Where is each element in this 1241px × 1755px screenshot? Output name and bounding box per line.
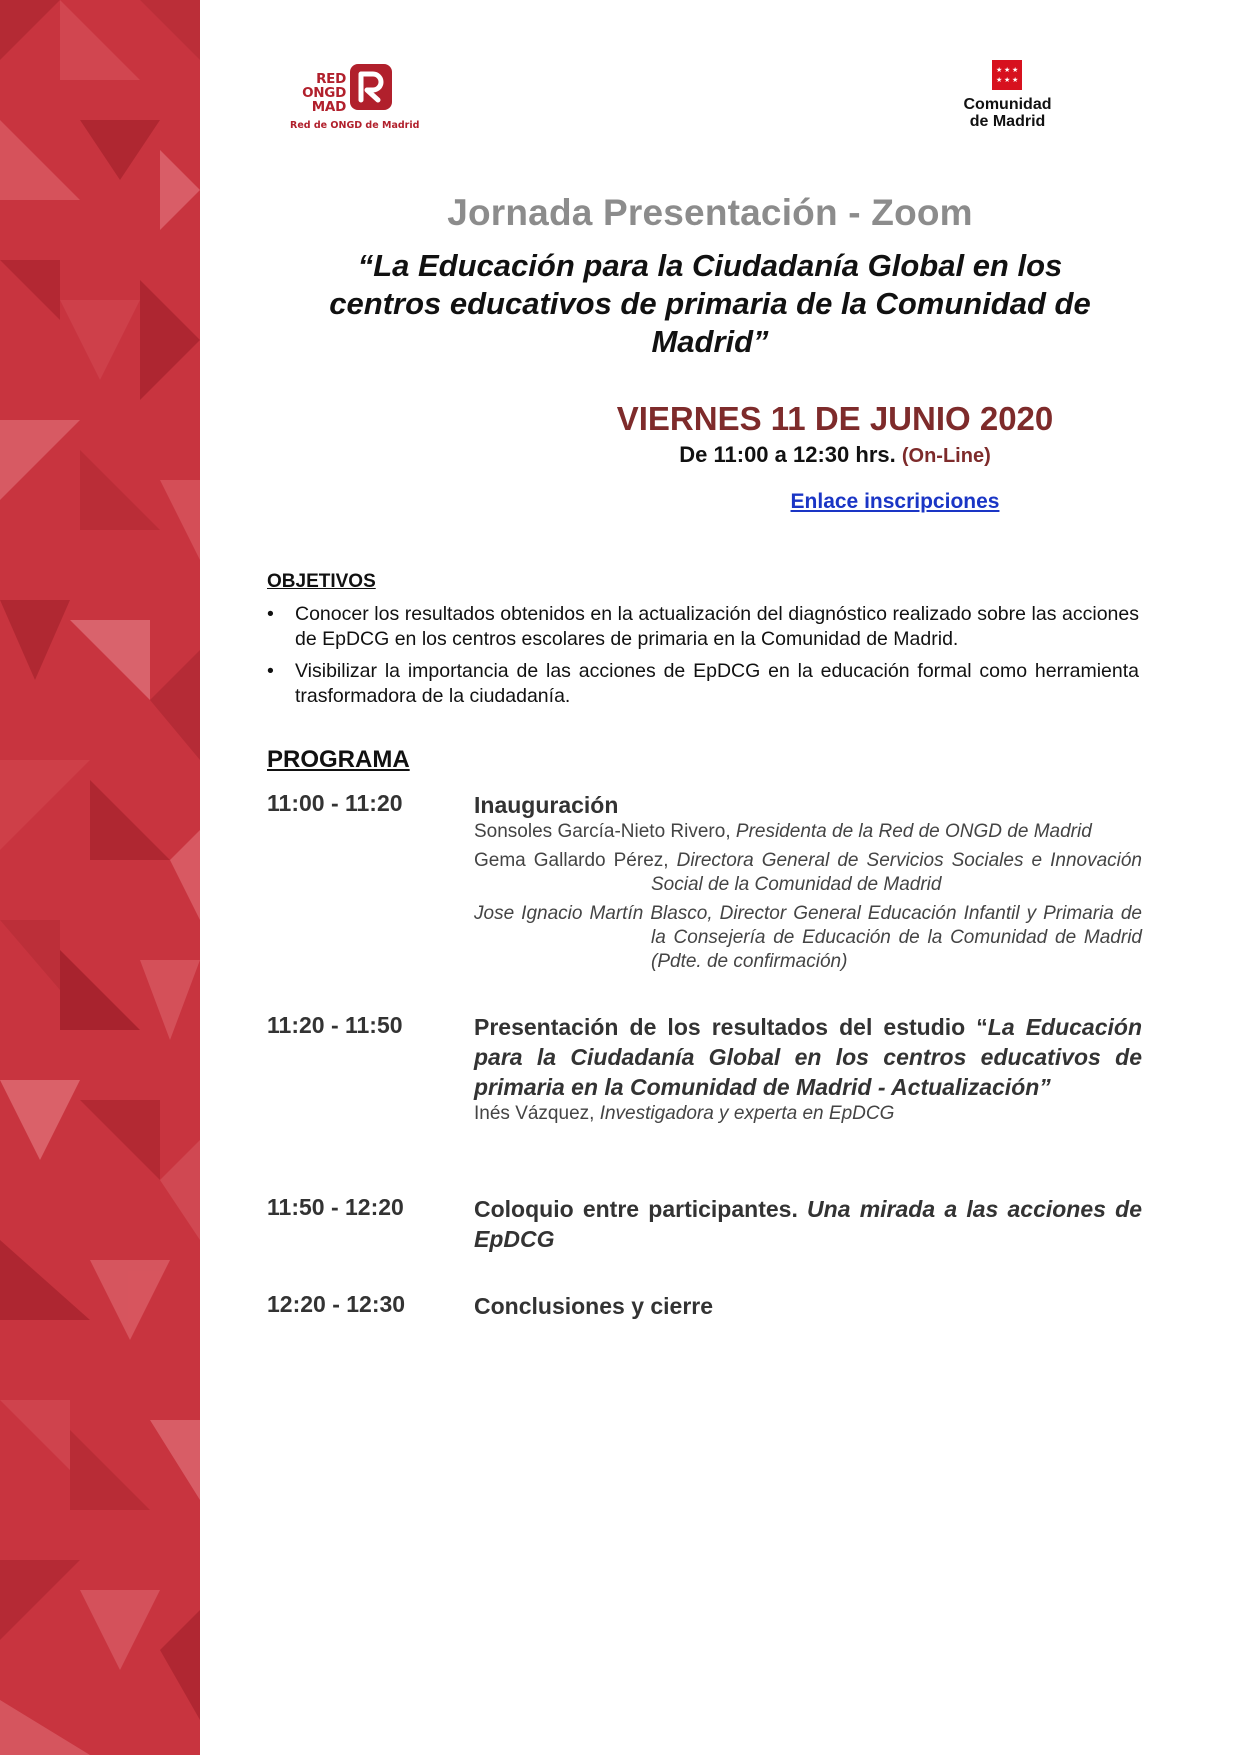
logo-line-red: RED: [316, 71, 346, 87]
cm-logo-line1: Comunidad: [963, 96, 1052, 113]
speaker: [474, 902, 1142, 974]
program-title-emphasis: La Educación para la Ciudadanía Global en los centros educativos de primaria en la Comunidad de Madrid - Actualización”: [474, 1014, 1142, 1100]
program-title: [474, 1194, 1142, 1254]
svg-text:★: ★: [1012, 66, 1019, 74]
objetivos-heading: OBJETIVOS: [267, 571, 376, 592]
speaker-role: Investigadora y experta en EpDCG: [599, 1103, 895, 1124]
event-time-range: De 11:00 a 12:30 hrs.: [679, 442, 896, 467]
program-title-emphasis: Una mirada a las acciones de EpDCG: [474, 1196, 1142, 1252]
comunidad-madrid-name: [940, 96, 1075, 130]
speaker-role: Jose Ignacio Martín Blasco, Director General Educación Infantil y Primaria de la Consejería de Educación de la Comunidad de Madrid (Pdte. de confirmación): [474, 903, 1142, 972]
objetivos-list: [267, 602, 1139, 716]
speaker: [474, 1102, 1142, 1126]
program-time: 12:20 - 12:30: [267, 1291, 406, 1317]
program-body: [474, 1194, 1142, 1254]
event-title-line3: Madrid”: [651, 324, 769, 359]
event-title-line2: centros educativos de primaria de la Comunidad de: [329, 286, 1091, 321]
event-mode: (On-Line): [901, 445, 991, 467]
red-ongd-logo: [288, 62, 420, 138]
program-title: [474, 1012, 1142, 1102]
bullet-icon: •: [267, 603, 274, 625]
list-item: [267, 659, 1139, 709]
programa-heading: PROGRAMA: [267, 746, 410, 773]
logo-line-ongd: ONGD: [302, 85, 346, 101]
svg-text:★: ★: [1012, 76, 1019, 84]
program-title: Conclusiones y cierre: [474, 1293, 714, 1319]
event-subtitle: Jornada Presentación - Zoom: [447, 192, 973, 233]
red-ongd-r-mark-icon: [350, 64, 392, 110]
speaker-name: Gema Gallardo Pérez,: [474, 850, 677, 871]
red-ongd-logo-caption: Red de ONGD de Madrid: [290, 120, 420, 131]
program-time: 11:00 - 11:20: [267, 790, 403, 816]
svg-text:★: ★: [996, 76, 1003, 84]
speaker-name: Sonsoles García-Nieto Rivero,: [474, 821, 736, 842]
program-body: [474, 1012, 1142, 1126]
program-title-text: Coloquio entre participantes.: [474, 1196, 808, 1222]
svg-text:★: ★: [996, 66, 1003, 74]
list-item: [267, 602, 1139, 652]
speaker-name: Inés Vázquez,: [474, 1103, 600, 1124]
madrid-flag-stars-icon: [992, 60, 1022, 90]
cm-logo-line2: de Madrid: [969, 113, 1046, 130]
svg-text:★: ★: [1004, 66, 1011, 74]
speaker-role: Presidenta de la Red de ONGD de Madrid: [735, 821, 1092, 842]
event-date: VIERNES 11 DE JUNIO 2020: [616, 400, 1054, 437]
speaker: [474, 820, 1142, 844]
bullet-icon: •: [267, 660, 274, 682]
red-ongd-logo-text: [288, 72, 346, 114]
speaker-role: Directora General de Servicios Sociales e Innovación Social de la Comunidad de Madrid: [651, 850, 1142, 895]
program-title: Inauguración: [474, 792, 619, 818]
program-body: [474, 790, 1142, 974]
event-time: [560, 442, 1110, 468]
event-title-line1: “La Educación para la Ciudadanía Global en los: [357, 248, 1063, 283]
objetivo-text: Conocer los resultados obtenidos en la actualización del diagnóstico realizado sobre las acciones de EpDCG en los centros escolares de primaria en la Comunidad de Madrid.: [295, 603, 1139, 650]
event-title: [260, 247, 1160, 361]
speaker: [474, 849, 1142, 897]
logo-line-mad: MAD: [311, 99, 346, 115]
program-title-text: Presentación de los resultados del estudio “: [474, 1014, 988, 1040]
svg-text:★: ★: [1004, 76, 1011, 84]
registration-link[interactable]: Enlace inscripciones: [790, 490, 1000, 513]
program-time: 11:50 - 12:20: [267, 1194, 404, 1220]
program-time: 11:20 - 11:50: [267, 1012, 403, 1038]
program-body: [474, 1291, 1142, 1321]
comunidad-madrid-logo: [940, 60, 1070, 140]
decorative-side-band: [0, 0, 200, 1755]
geometric-pattern: [0, 0, 200, 1755]
objetivo-text: Visibilizar la importancia de las acciones de EpDCG en la educación formal como herramienta trasformadora de la ciudadanía.: [295, 660, 1139, 707]
